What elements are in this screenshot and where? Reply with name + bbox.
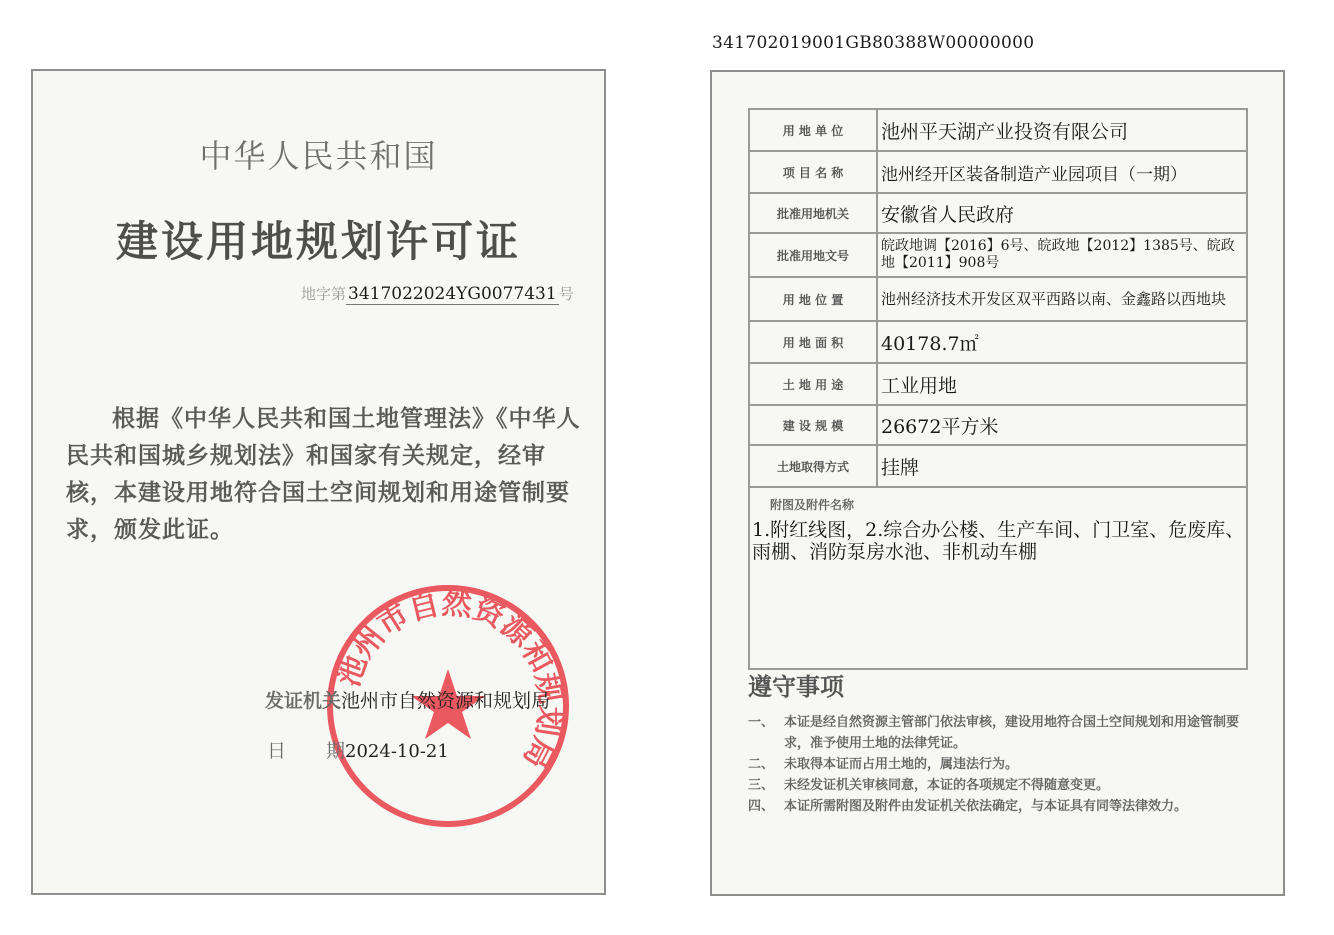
row-value: 池州平天湖产业投资有限公司	[877, 109, 1247, 151]
notes-list	[748, 712, 1258, 817]
row-label: 批准用地文号	[749, 233, 877, 277]
row-label: 用 地 面 积	[749, 321, 877, 363]
certificate-number-line	[301, 283, 574, 304]
certificate-detail-page	[710, 70, 1285, 896]
table-row	[749, 405, 1247, 445]
row-value: 26672平方米	[877, 405, 1247, 445]
row-value: 池州经济技术开发区双平西路以南、金鑫路以西地块	[877, 277, 1247, 321]
row-label: 用 地 单 位	[749, 109, 877, 151]
row-label: 批准用地机关	[749, 193, 877, 233]
seal-text: 池州市自然资源和规划局	[331, 586, 568, 774]
table-row	[749, 321, 1247, 363]
date-label-1: 日	[267, 740, 287, 762]
country-name: 中华人民共和国	[199, 137, 438, 175]
table-row	[749, 445, 1247, 487]
notes-title: 遵守事项	[748, 673, 844, 701]
row-label: 建 设 规 模	[749, 405, 877, 445]
table-row	[749, 151, 1247, 193]
table-row	[749, 277, 1247, 321]
table-row	[749, 193, 1247, 233]
row-label: 土地取得方式	[749, 445, 877, 487]
attachments-text: 1.附红线图，2.综合办公楼、生产车间、门卫室、危废库、雨棚、消防泵房水池、非机动车棚	[752, 519, 1245, 563]
row-label: 用 地 位 置	[749, 277, 877, 321]
list-item: 一、 本证是经自然资源主管部门依法审核，建设用地符合国土空间规划和用途管制要求，准予使用土地的法律凭证。	[748, 715, 1240, 751]
row-label: 项 目 名 称	[749, 151, 877, 193]
issue-date: 2024-10-21	[345, 741, 449, 762]
attachments-label: 附图及附件名称	[770, 498, 855, 512]
cert-suffix: 号	[558, 285, 574, 303]
row-value: 40178.7㎡	[877, 321, 1247, 363]
certificate-title: 建设用地规划许可证	[115, 217, 521, 266]
table-row	[749, 109, 1247, 151]
row-label: 土 地 用 途	[749, 363, 877, 405]
certificate-statement: 根据《中华人民共和国土地管理法》《中华人民共和国城乡规划法》和国家有关规定，经审核，本建设用地符合国土空间规划和用途管制要求，颁发此证。	[66, 406, 581, 543]
table-row	[749, 233, 1247, 277]
list-item: 二、 未取得本证而占用土地的，属违法行为。	[748, 757, 1019, 772]
attachments-row	[749, 487, 1247, 669]
issuer-row	[265, 686, 550, 713]
issuer-label: 发证机关	[265, 690, 342, 712]
date-label-2: 期	[326, 740, 346, 762]
row-value: 安徽省人民政府	[877, 193, 1247, 233]
table-row	[749, 363, 1247, 405]
row-value: 工业用地	[877, 363, 1247, 405]
list-item: 四、 本证所需附图及附件由发证机关依法确定，与本证具有同等法律效力。	[748, 799, 1188, 814]
date-row	[267, 736, 449, 763]
document-code: 341702019001GB80388W00000000	[712, 33, 1035, 53]
cert-prefix: 地字第	[301, 285, 347, 303]
row-value: 池州经开区装备制造产业园项目（一期）	[877, 151, 1247, 193]
list-item: 三、 未经发证机关审核同意，本证的各项规定不得随意变更。	[748, 778, 1110, 793]
row-value: 皖政地调【2016】6号、皖政地【2012】1385号、皖政地【2011】908号	[877, 233, 1247, 277]
land-info-table	[748, 108, 1248, 670]
certificate-number: 3417022024YG0077431	[348, 284, 557, 304]
certificate-cover-page	[31, 69, 606, 895]
row-value: 挂牌	[877, 445, 1247, 487]
issuer-value: 池州市自然资源和规划局	[341, 690, 551, 712]
